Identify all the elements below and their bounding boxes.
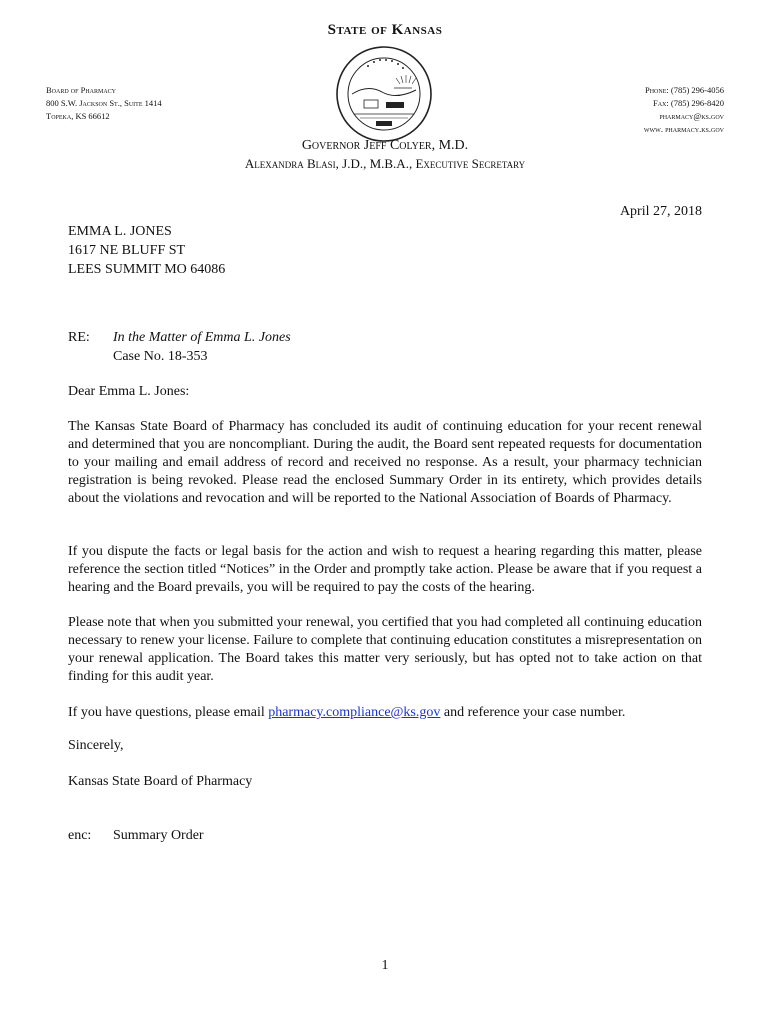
signer: Kansas State Board of Pharmacy xyxy=(68,774,253,789)
re-matter: In the Matter of Emma L. Jones xyxy=(113,330,291,345)
phone-text: Phone: (785) 296-4056 xyxy=(645,85,724,95)
state-title: State of Kansas xyxy=(327,22,443,38)
recipient-city: LEES SUMMIT MO 64086 xyxy=(68,262,226,277)
re-case-number: Case No. 18-353 xyxy=(113,349,208,364)
board-name: Board of Pharmacy xyxy=(46,85,116,95)
governor-line: Governor Jeff Colyer, M.D. xyxy=(301,138,469,153)
board-city: Topeka, KS 66612 xyxy=(46,111,110,121)
enclosure-value: Summary Order xyxy=(113,828,204,843)
email-text: pharmacy@ks.gov xyxy=(659,111,724,121)
enclosure-label: enc: xyxy=(68,828,92,843)
re-details xyxy=(113,328,291,366)
board-street: 800 S.W. Jackson St., Suite 1414 xyxy=(46,98,162,108)
closing: Sincerely, xyxy=(68,738,124,753)
recipient-street: 1617 NE BLUFF ST xyxy=(68,243,186,258)
paragraph-audit: The Kansas State Board of Pharmacy has concluded its audit of continuing education for your recent renewal and determined that you are noncompliant. During the audit, the Board sent repeated requests for documentation to your mailing and email address of record and received no response. As a result, your pharmacy technician registration is being revoked. Please read the enclosed Summary Order in its entirety, which provides details about the violations and revocation and will be reported to the National Association of Boards of Pharmacy. xyxy=(68,419,702,506)
letter-date: April 27, 2018 xyxy=(619,204,702,219)
paragraph-hearing: If you dispute the facts or legal basis for the action and wish to request a hearing regarding this matter, please reference the section titled “Notices” in the Order and promptly take action. Please be aware that if you request a hearing and the Board prevails, you will be required to pay the costs of the hearing. xyxy=(68,544,702,595)
website-text: www. pharmacy.ks.gov xyxy=(643,124,724,134)
recipient-name: EMMA L. JONES xyxy=(68,224,172,239)
questions-text-after: and reference your case number. xyxy=(440,705,626,720)
compliance-email-link[interactable]: pharmacy.compliance@ks.gov xyxy=(268,705,441,720)
page-number: 1 xyxy=(381,958,389,973)
recipient-address xyxy=(68,222,225,279)
re-label: RE: xyxy=(68,330,90,345)
secretary-line: Alexandra Blasi, J.D., M.B.A., Executive Secretary xyxy=(244,156,526,171)
kansas-seal-icon xyxy=(334,44,434,144)
board-contact xyxy=(644,84,724,136)
board-address xyxy=(46,84,162,123)
paragraph-renewal: Please note that when you submitted your renewal, you certified that you had completed all continuing education necessary to renew your license. Failure to complete that continuing education constitutes a misrepresentation on your renewal application. The Board takes this matter very seriously, but has opted not to take action on that finding for this audit year. xyxy=(68,615,702,684)
salutation: Dear Emma L. Jones: xyxy=(68,384,190,399)
paragraph-questions xyxy=(68,704,702,722)
questions-text-before: If you have questions, please email xyxy=(68,705,269,720)
fax-text: Fax: (785) 296-8420 xyxy=(653,98,724,108)
